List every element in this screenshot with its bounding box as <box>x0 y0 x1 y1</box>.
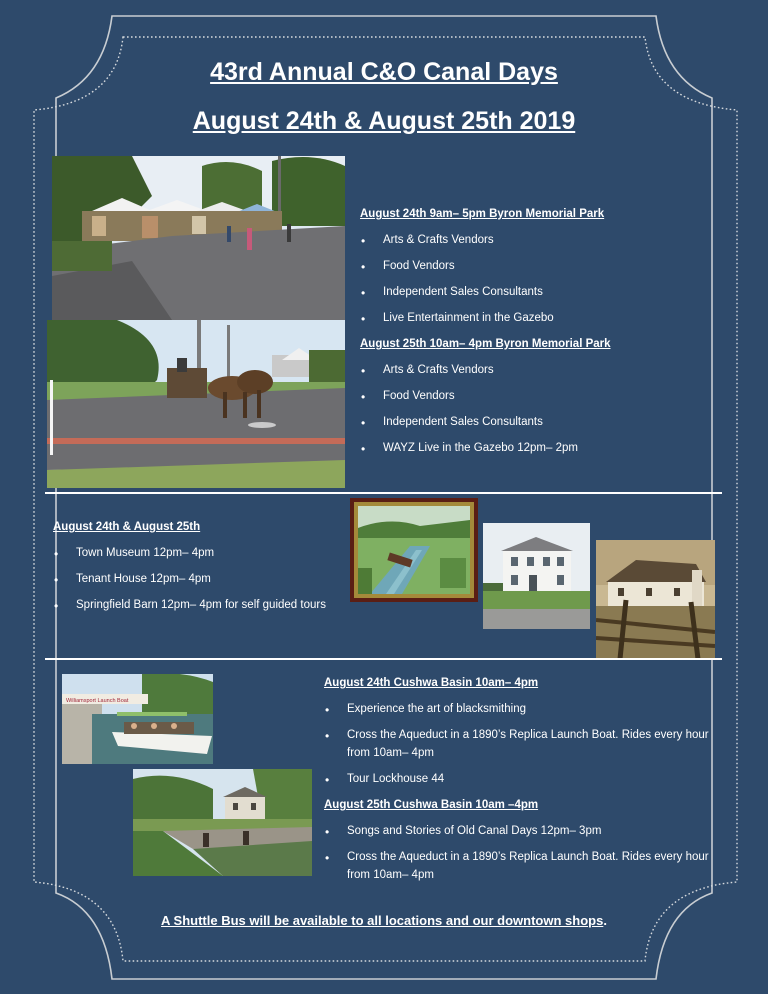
list-item: • Independent Sales Consultants <box>360 287 740 313</box>
photo-lockhouse <box>133 769 312 876</box>
museums-heading: August 24th & August 25th <box>53 521 201 533</box>
list-item: • Cross the Aqueduct in a 1890’s Replica Launch Boat. Rides every hour <box>324 852 729 870</box>
event-dates: August 24th & August 25th 2019 <box>192 107 576 135</box>
list-item: • Independent Sales Consultants <box>360 417 740 443</box>
section-museums <box>53 522 353 626</box>
event-title: 43rd Annual C&O Canal Days <box>210 58 558 86</box>
photo-launch-boat <box>62 674 213 764</box>
cushwa-day2-list <box>324 826 729 870</box>
day1-list <box>360 235 740 339</box>
photo-canal-painting <box>350 498 478 602</box>
list-item: • Songs and Stories of Old Canal Days 12pm– 3pm <box>324 826 729 852</box>
list-item: • WAYZ Live in the Gazebo 12pm– 2pm <box>360 443 740 469</box>
day2-heading: August 25th 10am– 4pm Byron Memorial Park <box>360 338 611 350</box>
list-item: • Tour Lockhouse 44 <box>324 774 729 800</box>
list-item: • Food Vendors <box>360 261 740 287</box>
shuttle-notice <box>0 913 768 928</box>
list-item-continuation: from 10am– 4pm <box>347 747 434 759</box>
cushwa-day1-heading: August 24th Cushwa Basin 10am– 4pm <box>324 677 539 689</box>
list-item: • Cross the Aqueduct in a 1890’s Replica Launch Boat. Rides every hour <box>324 730 729 748</box>
section-cushwa-basin <box>324 678 729 888</box>
list-item: • Live Entertainment in the Gazebo <box>360 313 740 339</box>
cushwa-day2-heading: August 25th Cushwa Basin 10am –4pm <box>324 799 539 811</box>
photo-tenant-house <box>483 523 590 629</box>
list-item: • Springfield Barn 12pm– 4pm for self guided tours <box>53 600 353 626</box>
banner-text: Williamsport Launch Boat <box>66 698 129 704</box>
photo-horse-wagon <box>47 320 345 488</box>
photo-springfield-barn <box>596 540 715 659</box>
photo-craft-vendors <box>52 156 345 320</box>
section-byron-park <box>360 209 740 469</box>
day2-list <box>360 365 740 469</box>
list-item: • Arts & Crafts Vendors <box>360 235 740 261</box>
list-item: • Town Museum 12pm– 4pm <box>53 548 353 574</box>
cushwa-day1-list <box>324 704 729 748</box>
list-item: • Arts & Crafts Vendors <box>360 365 740 391</box>
list-item-continuation: from 10am– 4pm <box>347 869 434 881</box>
cushwa-day1-list-cont <box>324 774 729 800</box>
divider <box>45 658 722 660</box>
shuttle-period: . <box>603 913 607 928</box>
list-item: • Experience the art of blacksmithing <box>324 704 729 730</box>
day1-heading: August 24th 9am– 5pm Byron Memorial Park <box>360 208 605 220</box>
list-item: • Tenant House 12pm– 4pm <box>53 574 353 600</box>
shuttle-text: A Shuttle Bus will be available to all locations and our downtown shops <box>161 913 604 928</box>
museums-list <box>53 548 353 626</box>
list-item: • Food Vendors <box>360 391 740 417</box>
divider <box>45 492 722 494</box>
